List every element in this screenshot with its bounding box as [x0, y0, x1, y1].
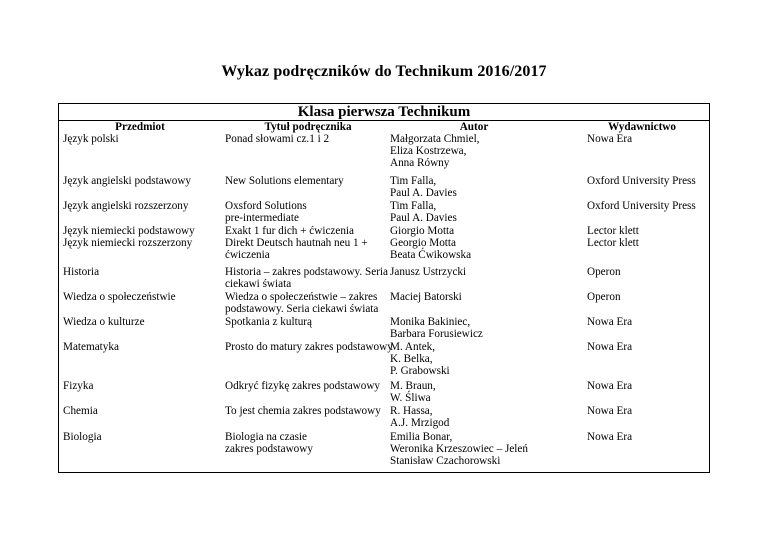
- table-cell-title: New Solutions elementary: [225, 175, 344, 187]
- table-cell-title: Ponad słowami cz.1 i 2: [225, 133, 330, 145]
- table-cell-publisher: Operon: [587, 291, 621, 303]
- table-cell-title: Biologia na czasie zakres podstawowy: [225, 431, 313, 456]
- table-cell-author: M. Braun, W. Śliwa: [390, 380, 436, 405]
- table-cell-author: Monika Bakiniec, Barbara Forusiewicz: [390, 316, 483, 341]
- table-cell-publisher: Nowa Era: [587, 405, 633, 417]
- table-cell-publisher: Nowa Era: [587, 133, 633, 145]
- table-cell-subject: Język niemiecki rozszerzony: [63, 237, 193, 249]
- table-cell-publisher: Lector klett: [587, 237, 639, 249]
- table-cell-author: Tim Falla, Paul A. Davies: [390, 175, 457, 200]
- document-title: Wykaz podręczników do Technikum 2016/2017: [221, 63, 547, 80]
- table-cell-title: Wiedza o społeczeństwie – zakres podstawowy. Seria ciekawi świata: [225, 291, 379, 316]
- table-cell-subject: Chemia: [63, 405, 98, 417]
- table-cell-subject: Język angielski rozszerzony: [63, 200, 189, 212]
- table-cell-publisher: Lector klett: [587, 225, 639, 237]
- table-cell-title: Prosto do matury zakres podstawowy: [225, 341, 393, 353]
- column-header-title: Tytuł podręcznika: [264, 121, 352, 133]
- table-cell-author: Giorgio Motta: [390, 225, 455, 237]
- table-cell-subject: Język polski: [63, 133, 119, 145]
- table-cell-title: Odkryć fizykę zakres podstawowy: [225, 380, 381, 392]
- table-cell-author: Georgio Motta Beata Ćwikowska: [390, 237, 472, 262]
- table-cell-subject: Fizyka: [63, 380, 94, 392]
- table-cell-publisher: Nowa Era: [587, 316, 633, 328]
- table-cell-author: M. Antek, K. Belka, P. Grabowski: [390, 341, 450, 378]
- table-cell-subject: Język angielski podstawowy: [63, 175, 192, 187]
- table-cell-subject: Historia: [63, 266, 100, 278]
- table-cell-subject: Wiedza o kulturze: [63, 316, 145, 328]
- table-cell-publisher: Nowa Era: [587, 380, 633, 392]
- table-cell-subject: Język niemiecki podstawowy: [63, 225, 195, 237]
- table-cell-author: Janusz Ustrzycki: [390, 266, 467, 278]
- table-cell-title: Oxsford Solutions pre-intermediate: [225, 200, 307, 225]
- table-cell-subject: Biologia: [63, 431, 102, 443]
- table-cell-publisher: Oxford University Press: [587, 175, 696, 187]
- table-cell-author: Emilia Bonar, Weronika Krzeszowiec – Jeleń Stanisław Czachorowski: [390, 431, 528, 468]
- table-cell-publisher: Nowa Era: [587, 341, 633, 353]
- column-header-subject: Przedmiot: [115, 121, 165, 133]
- table-cell-subject: Matematyka: [63, 341, 119, 353]
- column-header-publisher: Wydawnictwo: [608, 121, 676, 133]
- table-cell-publisher: Operon: [587, 266, 621, 278]
- table-cell-subject: Wiedza o społeczeństwie: [63, 291, 176, 303]
- table-cell-author: R. Hassa, A.J. Mrzigod: [390, 405, 450, 430]
- column-header-author: Autor: [459, 121, 489, 133]
- table-cell-author: Małgorzata Chmiel, Eliza Kostrzewa, Anna Równy: [390, 133, 480, 170]
- table-cell-publisher: Nowa Era: [587, 431, 633, 443]
- textbook-table: [58, 103, 710, 473]
- section-title: Klasa pierwsza Technikum: [59, 104, 709, 121]
- table-cell-author: Tim Falla, Paul A. Davies: [390, 200, 457, 225]
- table-cell-title: Exakt 1 fur dich + ćwiczenia: [225, 225, 355, 237]
- table-cell-title: Direkt Deutsch hautnah neu 1 + ćwiczenia: [225, 237, 368, 262]
- table-cell-publisher: Oxford University Press: [587, 200, 696, 212]
- table-cell-author: Maciej Batorski: [390, 291, 462, 303]
- table-cell-title: To jest chemia zakres podstawowy: [225, 405, 381, 417]
- table-cell-title: Spotkania z kulturą: [225, 316, 312, 328]
- table-cell-title: Historia – zakres podstawowy. Seria ciekawi świata: [225, 266, 389, 291]
